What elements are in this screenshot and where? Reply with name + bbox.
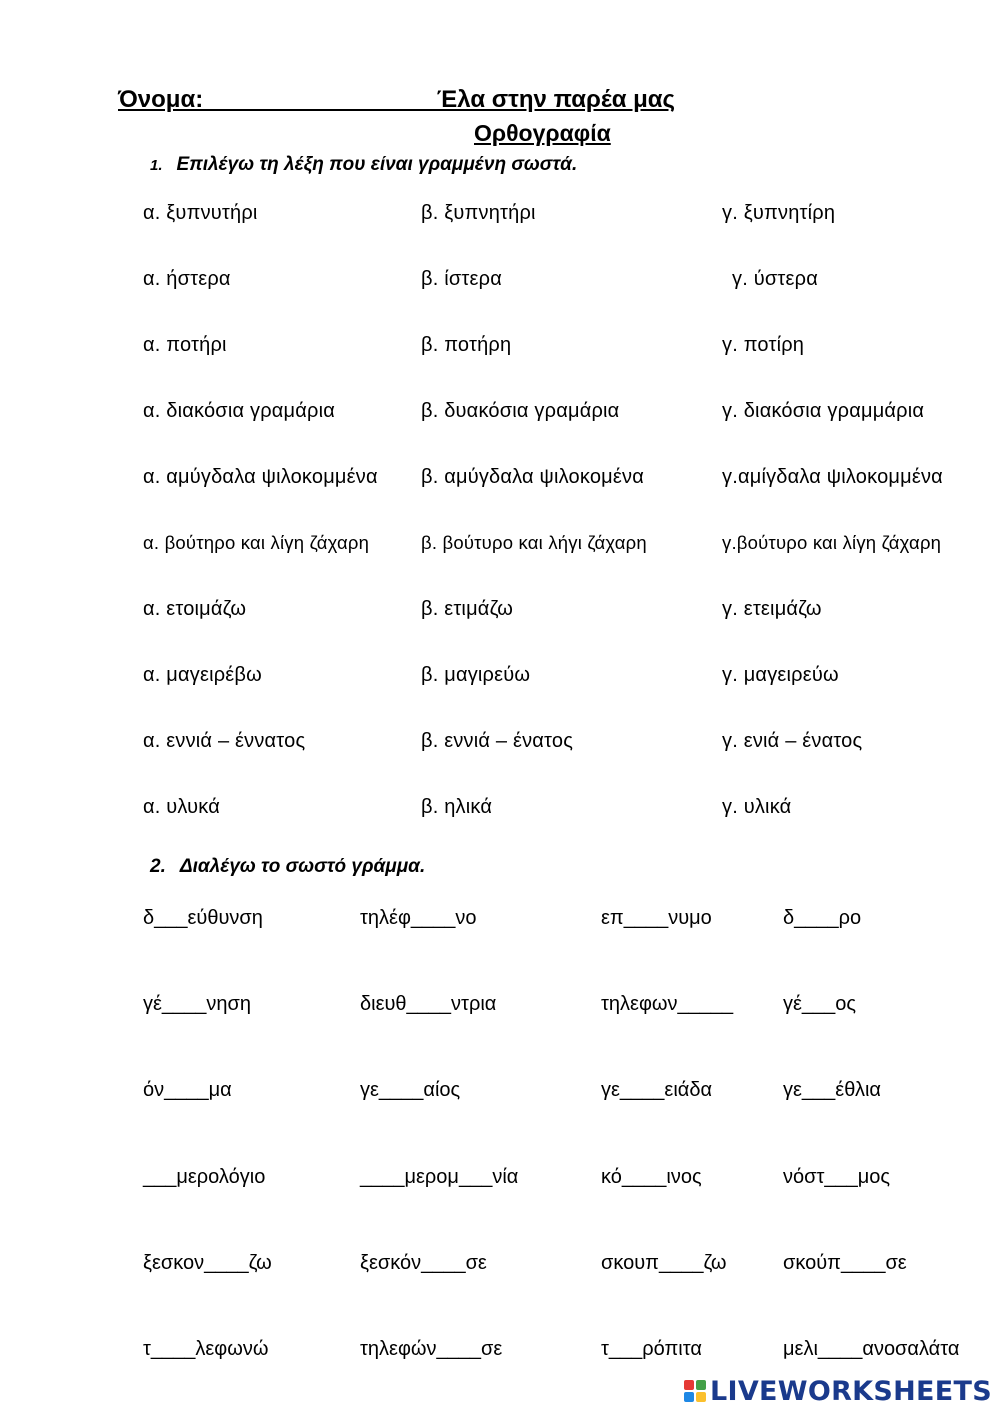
option-9-b[interactable]: β. εννιά – ένατος (421, 730, 574, 752)
fill-word-1-4[interactable]: δ____ρο (783, 907, 862, 929)
section1-instruction: Επιλέγω τη λέξη που είναι γραμμένη σωστά. (176, 154, 578, 175)
name-header: Όνομα: _________________Έλα στην παρέα μας (118, 86, 676, 113)
logo-tile (696, 1392, 706, 1402)
fill-word-5-2[interactable]: ξεσκόν____σε (360, 1252, 487, 1274)
option-9-c[interactable]: γ. ενιά – ένατος (722, 730, 863, 752)
option-5-a[interactable]: α. αμύγδαλα ψιλοκομμένα (143, 466, 378, 488)
option-6-b[interactable]: β. βούτυρο και λήγι ζάχαρη (421, 532, 647, 553)
option-8-a[interactable]: α. μαγειρέβω (143, 664, 262, 686)
option-7-b[interactable]: β. ετιμάζω (421, 598, 514, 620)
option-4-c[interactable]: γ. διακόσια γραμμάρια (722, 400, 925, 422)
fill-word-2-1[interactable]: γέ____νηση (143, 993, 251, 1015)
option-10-a[interactable]: α. υλυκά (143, 796, 220, 818)
option-2-a[interactable]: α. ήστερα (143, 268, 231, 290)
option-6-a[interactable]: α. βούτηρο και λίγη ζάχαρη (143, 532, 370, 553)
fill-word-6-1[interactable]: τ____λεφωνώ (143, 1338, 269, 1360)
option-5-b[interactable]: β. αμύγδαλα ψιλοκομένα (421, 466, 644, 488)
option-2-b[interactable]: β. ίστερα (421, 268, 502, 290)
option-5-c[interactable]: γ.αμίγδαλα ψιλοκομμένα (722, 466, 943, 488)
option-1-a[interactable]: α. ξυπνυτήρι (143, 202, 258, 224)
fill-word-6-3[interactable]: τ___ρόπιτα (601, 1338, 702, 1360)
fill-word-6-2[interactable]: τηλεφών____σε (360, 1338, 503, 1360)
option-8-b[interactable]: β. μαγιρεύω (421, 664, 531, 686)
logo-text: LIVEWORKSHEETS (709, 1375, 992, 1407)
liveworksheets-logo (684, 1375, 992, 1407)
option-8-c[interactable]: γ. μαγειρεύω (722, 664, 839, 686)
option-3-b[interactable]: β. ποτήρη (421, 334, 512, 356)
fill-word-4-2[interactable]: ____μερομ___νία (360, 1166, 519, 1188)
fill-word-1-2[interactable]: τηλέφ____νο (360, 907, 477, 929)
option-4-b[interactable]: β. δυακόσια γραμάρια (421, 400, 620, 422)
logo-mark-icon (684, 1380, 706, 1402)
worksheet-subtitle: Ορθογραφία (474, 120, 611, 146)
fill-word-1-1[interactable]: δ___εύθυνση (143, 907, 263, 929)
option-7-c[interactable]: γ. ετειμάζω (722, 598, 822, 620)
fill-word-4-4[interactable]: νόστ___μος (783, 1166, 891, 1188)
section2-title (150, 856, 425, 878)
fill-word-2-2[interactable]: διευθ____ντρια (360, 993, 497, 1015)
fill-word-3-4[interactable]: γε___έθλια (783, 1079, 881, 1101)
option-2-c[interactable]: γ. ύστερα (732, 268, 818, 290)
option-10-c[interactable]: γ. υλικά (722, 796, 792, 818)
fill-word-3-2[interactable]: γε____αίος (360, 1079, 461, 1101)
option-7-a[interactable]: α. ετοιμάζω (143, 598, 247, 620)
option-4-a[interactable]: α. διακόσια γραμάρια (143, 400, 336, 422)
option-6-c[interactable]: γ.βούτυρο και λίγη ζάχαρη (722, 532, 942, 553)
option-1-b[interactable]: β. ξυπνητήρι (421, 202, 536, 224)
option-3-a[interactable]: α. ποτήρι (143, 334, 227, 356)
option-10-b[interactable]: β. ηλικά (421, 796, 493, 818)
logo-tile (684, 1380, 694, 1390)
fill-word-5-1[interactable]: ξεσκον____ζω (143, 1252, 272, 1274)
logo-tile (684, 1392, 694, 1402)
option-9-a[interactable]: α. εννιά – έννατος (143, 730, 306, 752)
fill-word-6-4[interactable]: μελι____ανοσαλάτα (783, 1338, 960, 1360)
fill-word-2-4[interactable]: γέ___ος (783, 993, 857, 1015)
logo-tile (696, 1380, 706, 1390)
section2-instruction: Διαλέγω το σωστό γράμμα. (179, 856, 426, 877)
section1-title (150, 154, 577, 176)
fill-word-2-3[interactable]: τηλεφων_____ (601, 993, 734, 1015)
fill-word-3-1[interactable]: όν____μα (143, 1079, 232, 1101)
fill-word-1-3[interactable]: επ____νυμο (601, 907, 712, 929)
section1-number: 1. (150, 157, 163, 174)
fill-word-4-3[interactable]: κό____ινος (601, 1166, 702, 1188)
option-3-c[interactable]: γ. ποτίρη (722, 334, 805, 356)
option-1-c[interactable]: γ. ξυπνητίρη (722, 202, 836, 224)
section2-number: 2. (150, 856, 166, 877)
fill-word-5-4[interactable]: σκούπ____σε (783, 1252, 907, 1274)
fill-word-5-3[interactable]: σκουπ____ζω (601, 1252, 727, 1274)
fill-word-3-3[interactable]: γε____ειάδα (601, 1079, 713, 1101)
fill-word-4-1[interactable]: ___μερολόγιο (143, 1166, 266, 1188)
